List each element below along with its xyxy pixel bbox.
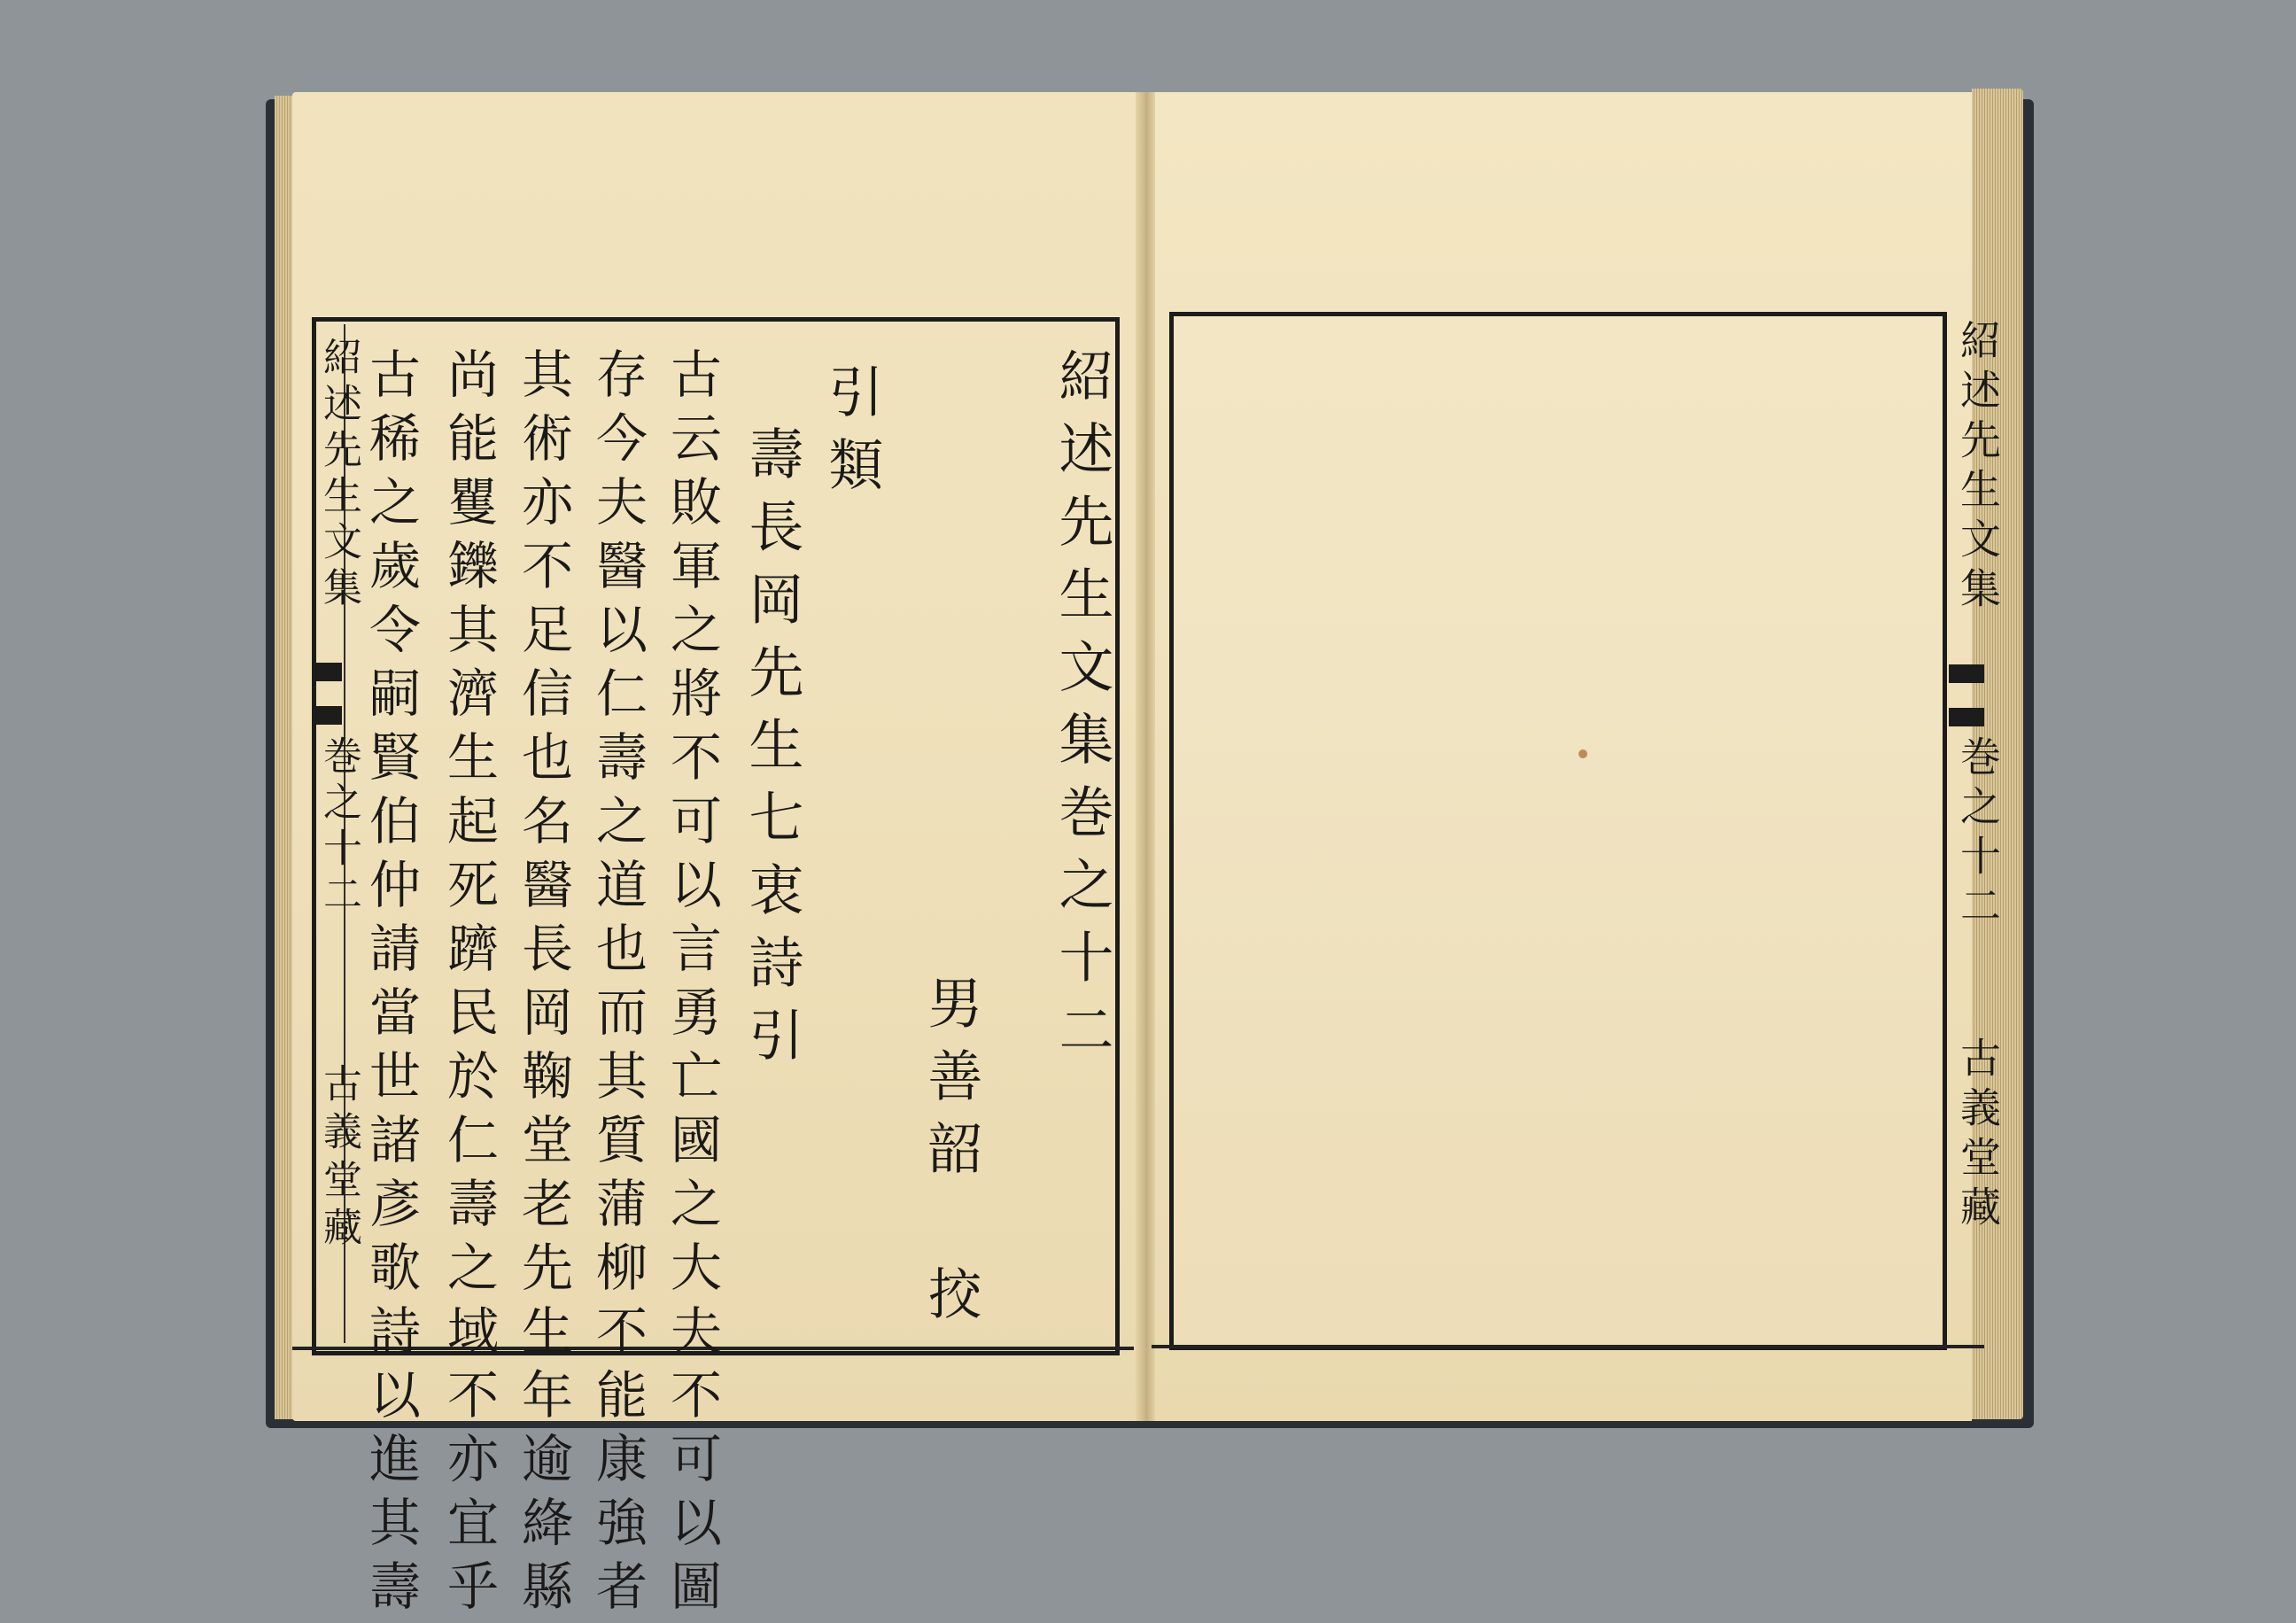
- paper-stain: [1578, 749, 1587, 758]
- right-margin-publisher: 古義堂藏: [1954, 1037, 2002, 1235]
- right-fishtail-mark: [1949, 664, 1984, 726]
- right-margin-volume: 巻之十二: [1954, 735, 2002, 934]
- left-margin-volume: 巻之十二: [316, 735, 361, 920]
- right-bottom-rule: [1152, 1345, 1984, 1348]
- text-column-title: 紹述先生文集巻之十二: [1050, 347, 1114, 1074]
- book-gutter: [1136, 92, 1155, 1421]
- text-column-4: 尚能矍鑠其濟生起死躋民於仁壽之域不亦宜乎: [438, 347, 499, 1623]
- left-fishtail-mark: [312, 663, 342, 725]
- text-column-editor: 男善韶 挍: [919, 975, 983, 1338]
- text-column-2: 存今夫醫以仁壽之道也而其質蒲柳不能康強者: [587, 347, 648, 1623]
- left-margin-publisher: 古義堂藏: [316, 1063, 361, 1254]
- right-margin-title: 紹述先生文集: [1954, 319, 2002, 617]
- text-column-1: 古云敗軍之將不可以言勇亡國之大夫不可以圖: [662, 347, 722, 1623]
- left-margin-title: 紹述先生文集: [316, 337, 361, 613]
- right-text-frame: [1169, 312, 1947, 1350]
- text-column-category: 引類: [819, 363, 884, 509]
- text-column-5: 古稀之歲令嗣賢伯仲請當世諸彥歌詩以進其壽: [361, 347, 421, 1623]
- text-column-3: 其術亦不足信也名醫長岡鞠堂老先生年逾絳縣: [513, 347, 573, 1623]
- text-column-heading: 壽長岡先生七衷詩引: [740, 425, 804, 1079]
